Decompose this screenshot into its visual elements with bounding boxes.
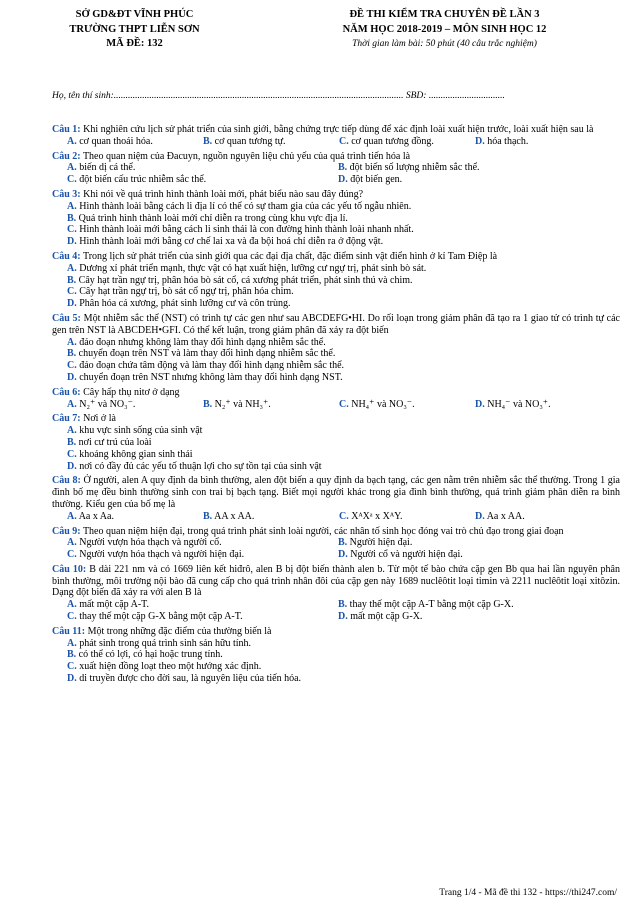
answer-option-b <box>67 437 620 449</box>
question-text: Khi nghiên cứu lịch sử phát triển của sinh giới, bằng chứng trực tiếp dùng để xác định loài xuất hiện trước, loài xuất hiện sau là <box>83 124 594 135</box>
option-text: đột biến gen. <box>350 174 403 186</box>
answer-option-c <box>67 174 338 186</box>
question-number: Câu 2: <box>52 150 81 162</box>
answer-option-c <box>67 661 620 673</box>
question-number: Câu 4: <box>52 250 81 262</box>
answer-option-a <box>67 638 620 650</box>
answer-option-c <box>67 286 620 298</box>
department-name: SỞ GD&ĐT VĨNH PHÚC <box>75 9 194 20</box>
question-text: Theo quan niệm của Đacuyn, nguồn nguyên liệu chủ yếu của quá trình tiến hóa là <box>82 150 411 162</box>
option-text: XᴬXᵃ x XᴬY. <box>351 510 403 522</box>
option-text: chuyển đoạn trên NST nhưng không làm thay đổi hình dạng NST. <box>79 371 343 383</box>
question-number: Câu 8: <box>52 475 81 487</box>
question-10 <box>52 564 620 623</box>
exam-code: MÃ ĐỀ: 132 <box>106 38 163 49</box>
question-text: B dài 221 nm và có 1669 liên kết hiđrô, alen B bị đột biến thành alen b. Từ một tế bào chứa cặp gen Bb qua hai lần nguyên phân bình thường, môi trường nội bào đã cung cấp cho quá trình nhân đôi của cặp gen này 1689 nuclêôtit loại timin và 2211 nuclêôtit loại xitôzin. Dạng đột biến đã xảy ra với alen B là <box>52 563 620 599</box>
option-text: khu vực sinh sống của sinh vật <box>79 425 203 437</box>
option-letter: D. <box>338 549 348 561</box>
question-text: Ở người, alen A quy định da bình thường, alen đột biến a quy định da bạch tạng, các gen nằm trên nhiễm sắc thể thường. Trong 1 gia đình bố mẹ đều bình thường sinh con trai bị bạch tạng. Biết mọi người khác trong gia đình bình thường, quá trình giảm phân diễn ra bình thường. Kiểu gen của bố mẹ là <box>52 475 620 510</box>
option-letter: B. <box>338 162 348 174</box>
option-letter: C. <box>339 510 349 522</box>
answer-options <box>52 399 620 411</box>
question-8 <box>52 475 620 522</box>
answer-options <box>52 638 620 685</box>
answer-option-c <box>339 136 475 148</box>
exam-title: ĐỀ THI KIỂM TRA CHUYÊN ĐỀ LẦN 3 <box>349 9 540 20</box>
answer-options <box>52 537 620 561</box>
question-stem <box>52 124 620 136</box>
option-text: di truyền được cho đời sau, là nguyên liệu của tiến hóa. <box>79 673 302 685</box>
answer-options <box>52 425 620 472</box>
option-letter: A. <box>67 162 77 174</box>
option-letter: D. <box>338 174 348 186</box>
student-info <box>52 91 572 101</box>
option-text: mất một cặp A-T. <box>79 599 150 611</box>
option-letter: C. <box>339 135 349 147</box>
answer-option-d <box>67 298 620 310</box>
answer-option-d <box>475 399 611 411</box>
option-text: thay thế một cặp A-T bằng một cặp G-X. <box>349 599 514 611</box>
option-text: cơ quan tương tự. <box>214 135 286 147</box>
answer-option-a <box>67 162 338 174</box>
option-text: N₂⁺ và NO₃⁻. <box>79 398 136 410</box>
header-left <box>32 8 237 52</box>
question-2 <box>52 151 620 186</box>
answer-option-b <box>338 162 609 174</box>
option-text: mất một cặp G-X. <box>350 611 423 623</box>
option-letter: A. <box>67 510 77 522</box>
option-letter: D. <box>67 236 77 248</box>
question-stem <box>52 151 620 163</box>
question-text: Một trong những đặc điểm của thường biến là <box>87 625 272 637</box>
sbd-label: SBD: <box>405 91 427 101</box>
option-letter: C. <box>67 224 77 236</box>
time-allowed: Thời gian làm bài: 50 phút (40 câu trắc nghiệm) <box>352 39 537 49</box>
option-letter: D. <box>67 673 77 685</box>
answer-option-c <box>67 224 620 236</box>
answer-option-a <box>67 201 620 213</box>
answer-options <box>52 263 620 310</box>
option-letter: B. <box>67 274 77 286</box>
question-list <box>52 124 620 688</box>
option-letter: D. <box>67 460 77 472</box>
answer-option-b <box>203 399 339 411</box>
answer-option-c <box>67 360 620 372</box>
answer-option-a <box>67 263 620 275</box>
option-letter: B. <box>67 212 77 224</box>
answer-option-d <box>67 372 620 384</box>
answer-option-d <box>475 136 611 148</box>
option-text: NH₄⁻ và NO₃⁺. <box>487 398 551 410</box>
option-letter: B. <box>67 348 77 360</box>
question-stem <box>52 251 620 263</box>
answer-option-a <box>67 399 203 411</box>
question-text: Cây hấp thụ nitơ ở dạng <box>83 386 180 398</box>
option-letter: B. <box>338 599 348 611</box>
question-text: Một nhiễm sắc thể (NST) có trình tự các gen như sau ABCDEFG•HI. Do rối loạn trong giảm phân đã tạo ra 1 giao tử có trình tự các gen trên NST là ABCDEH•GFI. Có thể kết luận, trong giảm phân đã xảy ra đột biến <box>52 312 620 336</box>
question-6 <box>52 387 620 411</box>
question-1 <box>52 124 620 148</box>
option-text: đảo đoạn chứa tâm động và làm thay đổi hình dạng nhiễm sắc thể. <box>79 360 345 372</box>
option-letter: C. <box>67 174 77 186</box>
answer-option-a <box>67 537 338 549</box>
option-text: đột biến số lượng nhiễm sắc thể. <box>349 162 480 174</box>
option-letter: B. <box>203 398 213 410</box>
option-letter: A. <box>67 200 77 212</box>
option-letter: A. <box>67 262 77 274</box>
question-number: Câu 6: <box>52 386 81 398</box>
sbd-dots: ................................ <box>428 91 505 101</box>
option-text: Hình thành loài bằng cách li địa lí có thể có sự tham gia của các yếu tố ngẫu nhiên. <box>79 200 412 212</box>
question-text: Trong lịch sử phát triển của sinh giới qua các đại địa chất, đặc điểm sinh vật điển hình ở kỉ Tam Điệp là <box>82 250 498 262</box>
answer-option-d <box>338 174 609 186</box>
question-stem <box>52 313 620 337</box>
answer-option-a <box>67 599 338 611</box>
option-letter: B. <box>67 436 77 448</box>
question-stem <box>52 189 620 201</box>
question-9 <box>52 526 620 561</box>
option-letter: A. <box>67 336 77 348</box>
option-text: đột biến cấu trúc nhiễm sắc thể. <box>79 174 207 186</box>
option-letter: A. <box>67 135 77 147</box>
option-text: Cây hạt trần ngự trị, bò sát cổ ngự trị, phân hóa chim. <box>79 286 294 298</box>
option-letter: A. <box>67 537 77 549</box>
option-letter: C. <box>67 286 77 298</box>
answer-option-b <box>67 213 620 225</box>
option-text: Phân hóa cá xương, phát sinh lưỡng cư và côn trùng. <box>79 298 291 310</box>
option-letter: C. <box>67 661 77 673</box>
option-letter: D. <box>67 298 77 310</box>
option-letter: D. <box>475 398 485 410</box>
answer-option-d <box>67 236 620 248</box>
option-text: Hình thành loài mới bằng cơ chế lai xa và đa bội hoá chỉ diễn ra ở động vật. <box>79 236 384 248</box>
question-5 <box>52 313 620 384</box>
option-text: NH₄⁺ và NO₃⁻. <box>351 398 415 410</box>
answer-option-c <box>339 399 475 411</box>
answer-options <box>52 136 620 148</box>
question-number: Câu 9: <box>52 525 81 537</box>
answer-options <box>52 337 620 384</box>
question-stem <box>52 387 620 399</box>
option-text: Dương xỉ phát triển mạnh, thực vật có hạt xuất hiện, lưỡng cư ngự trị, phát sinh bò sát. <box>79 262 427 274</box>
answer-option-d <box>67 461 620 473</box>
answer-option-b <box>67 348 620 360</box>
answer-options <box>52 162 620 186</box>
header-right <box>292 8 597 52</box>
option-letter: D. <box>67 371 77 383</box>
option-text: phát sinh trong quá trình sinh sản hữu tính. <box>79 637 252 649</box>
question-text: Theo quan niệm hiện đại, trong quá trình phát sinh loài người, các nhân tố sinh học đóng vai trò chủ đạo trong giai đoạn <box>82 525 564 537</box>
option-text: có thể có lợi, có hại hoặc trung tính. <box>78 649 223 661</box>
question-number: Câu 3: <box>52 188 81 200</box>
name-label: Họ, tên thí sinh: <box>52 91 114 101</box>
question-stem <box>52 475 620 510</box>
option-text: nơi cư trú của loài <box>78 436 152 448</box>
option-text: xuất hiện đồng loạt theo một hướng xác định. <box>79 661 262 673</box>
answer-option-a <box>67 337 620 349</box>
answer-options <box>52 599 620 623</box>
question-3 <box>52 189 620 248</box>
answer-option-d <box>338 549 609 561</box>
answer-option-c <box>339 511 475 523</box>
option-text: Cây hạt trần ngự trị, phân hóa bò sát cổ, cá xương phát triển, phát sinh thú và chim. <box>78 274 413 286</box>
school-name: TRƯỜNG THPT LIỄN SƠN <box>69 23 200 35</box>
option-text: N₂⁺ và NH₃⁺. <box>214 398 271 410</box>
option-text: Người cổ và người hiện đại. <box>350 549 463 561</box>
answer-option-a <box>67 511 203 523</box>
option-letter: A. <box>67 425 77 437</box>
option-letter: C. <box>67 448 77 460</box>
question-4 <box>52 251 620 310</box>
answer-option-b <box>338 599 609 611</box>
option-text: AA x AA. <box>214 510 255 522</box>
option-letter: C. <box>339 398 349 410</box>
option-letter: D. <box>338 611 348 623</box>
option-text: Quá trình hình thành loài mới chỉ diễn ra trong cùng khu vực địa lí. <box>78 212 348 224</box>
question-7 <box>52 413 620 472</box>
question-stem <box>52 526 620 538</box>
answer-option-c <box>67 449 620 461</box>
option-letter: A. <box>67 398 77 410</box>
answer-option-c <box>67 611 338 623</box>
answer-options <box>52 511 620 523</box>
answer-option-d <box>338 611 609 623</box>
option-text: Người hiện đại. <box>349 537 413 549</box>
answer-option-b <box>67 649 620 661</box>
question-stem <box>52 626 620 638</box>
option-letter: A. <box>67 599 77 611</box>
answer-options <box>52 201 620 248</box>
page-footer: Trang 1/4 - Mã đề thi 132 - https://thi247.com/ <box>439 888 617 898</box>
option-text: khoảng không gian sinh thái <box>79 448 193 460</box>
question-text: Khi nói về quá trình hình thành loài mới, phát biểu nào sau đây đúng? <box>83 188 364 200</box>
option-text: đảo đoạn nhưng không làm thay đổi hình dạng nhiễm sắc thể. <box>79 336 326 348</box>
question-number: Câu 7: <box>52 413 81 425</box>
option-letter: C. <box>67 360 77 372</box>
question-text: Nơi ở là <box>83 413 116 425</box>
option-text: thay thế một cặp G-X bằng một cặp A-T. <box>79 611 243 623</box>
answer-option-a <box>67 136 203 148</box>
option-text: Aa x AA. <box>486 510 525 522</box>
option-text: biến dị cá thể. <box>79 162 136 174</box>
option-text: Hình thành loài mới bằng cách li sinh thái là con đường hình thành loài nhanh nhất. <box>79 224 414 236</box>
option-text: Người vượn hóa thạch và người cổ. <box>79 537 222 549</box>
option-letter: D. <box>475 510 485 522</box>
answer-option-b <box>338 537 609 549</box>
option-letter: B. <box>203 510 213 522</box>
option-letter: B. <box>338 537 348 549</box>
option-letter: C. <box>67 549 77 561</box>
option-text: Người vượn hóa thạch và người hiện đại. <box>79 549 245 561</box>
option-text: Aa x Aa. <box>78 510 114 522</box>
question-11 <box>52 626 620 685</box>
question-stem <box>52 413 620 425</box>
option-text: cơ quan tương đồng. <box>351 135 434 147</box>
option-letter: C. <box>67 611 77 623</box>
answer-option-a <box>67 425 620 437</box>
name-dots: .......................................................................................................................... <box>113 91 404 101</box>
question-stem <box>52 564 620 599</box>
answer-option-d <box>67 673 620 685</box>
option-text: cơ quan thoái hóa. <box>79 135 153 147</box>
question-number: Câu 1: <box>52 124 81 135</box>
answer-option-b <box>203 136 339 148</box>
option-text: hóa thạch. <box>487 135 529 147</box>
option-letter: A. <box>67 637 77 649</box>
option-letter: B. <box>67 649 77 661</box>
option-letter: B. <box>203 135 213 147</box>
question-number: Câu 11: <box>52 625 86 637</box>
answer-option-c <box>67 549 338 561</box>
option-letter: D. <box>475 135 485 147</box>
answer-option-b <box>67 275 620 287</box>
school-year-subject: NĂM HỌC 2018-2019 – MÔN SINH HỌC 12 <box>342 23 547 35</box>
option-text: nơi có đầy đủ các yếu tố thuận lợi cho sự tồn tại của sinh vật <box>79 460 322 472</box>
question-number: Câu 10: <box>52 563 87 575</box>
answer-option-b <box>203 511 339 523</box>
answer-option-d <box>475 511 611 523</box>
option-text: chuyển đoạn trên NST và làm thay đổi hình dạng nhiễm sắc thể. <box>78 348 336 360</box>
question-number: Câu 5: <box>52 312 81 324</box>
